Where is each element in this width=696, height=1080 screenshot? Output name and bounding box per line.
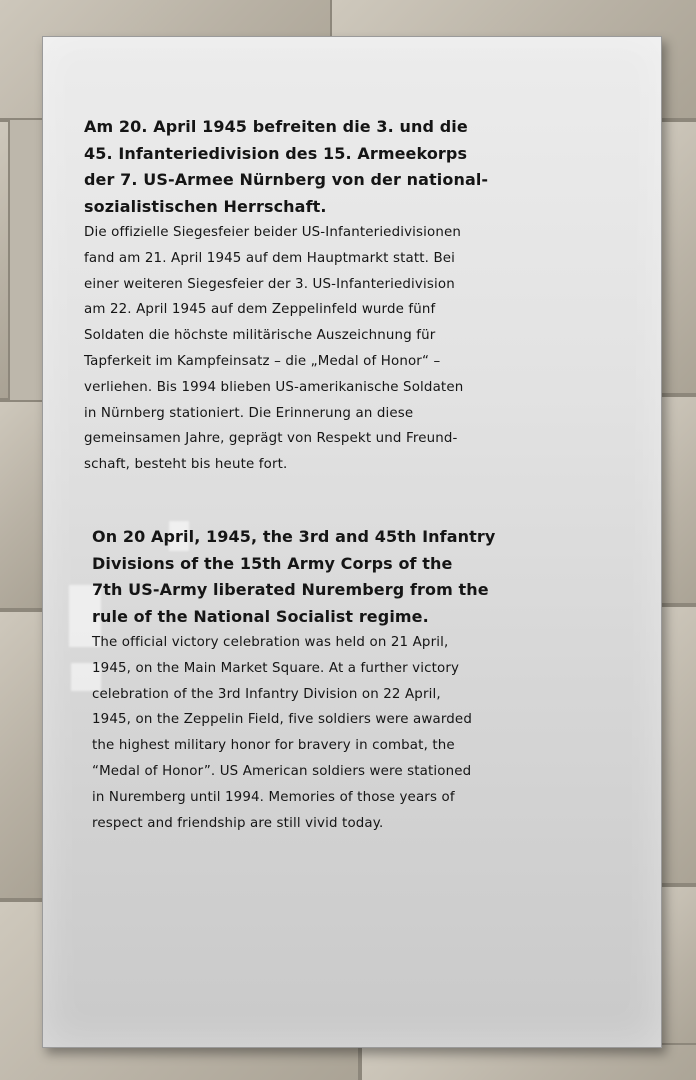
german-body xyxy=(84,220,540,478)
english-body xyxy=(92,630,552,836)
wall-stone xyxy=(0,120,10,400)
german-text-section xyxy=(84,114,540,478)
german-heading xyxy=(84,114,540,220)
german-body-line: Soldaten die höchste militärische Auszeichnung für xyxy=(84,328,436,344)
english-body-line: 1945, on the Zeppelin Field, five soldiers were awarded xyxy=(92,712,472,728)
english-body-line: the highest military honor for bravery in combat, the xyxy=(92,738,455,754)
german-body-line: Tapferkeit im Kampfeinsatz – die „Medal of Honor“ – xyxy=(84,353,441,369)
english-heading-line: rule of the National Socialist regime. xyxy=(92,606,429,626)
german-heading-line: 45. Infanteriedivision des 15. Armeekorps xyxy=(84,143,468,163)
english-body-line: 1945, on the Main Market Square. At a further victory xyxy=(92,660,460,676)
english-body-line: respect and friendship are still vivid today. xyxy=(92,815,384,831)
german-body-line: Die offizielle Siegesfeier beider US-Infanteriedivisionen xyxy=(84,225,462,240)
german-body-line: einer weiteren Siegesfeier der 3. US-Infanteriedivision xyxy=(84,276,455,292)
english-body-line: celebration of the 3rd Infantry Division on 22 April, xyxy=(92,686,441,702)
german-heading-line: sozialistischen Herrschaft. xyxy=(84,196,327,216)
german-body-line: in Nürnberg stationiert. Die Erinnerung an diese xyxy=(84,405,414,421)
english-heading xyxy=(92,524,552,630)
english-body-line: The official victory celebration was held on 21 April, xyxy=(92,635,449,650)
german-body-line: gemeinsamen Jahre, geprägt von Respekt und Freund- xyxy=(84,431,458,447)
english-body-line: in Nuremberg until 1994. Memories of those years of xyxy=(92,789,455,805)
english-heading-line: On 20 April, 1945, the 3rd and 45th Infantry xyxy=(92,527,496,546)
german-body-line: am 22. April 1945 auf dem Zeppelinfeld wurde fünf xyxy=(84,302,436,318)
german-heading-line: der 7. US-Armee Nürnberg von der national- xyxy=(84,170,489,189)
german-body-line: verliehen. Bis 1994 blieben US-amerikanische Soldaten xyxy=(84,379,464,395)
german-body-line: schaft, besteht bis heute fort. xyxy=(84,457,288,473)
english-heading-line: 7th US-Army liberated Nuremberg from the xyxy=(92,580,489,599)
german-body-line: fand am 21. April 1945 auf dem Hauptmarkt statt. Bei xyxy=(84,250,456,266)
german-heading-line: Am 20. April 1945 befreiten die 3. und die xyxy=(84,117,468,136)
english-heading-line: Divisions of the 15th Army Corps of the xyxy=(92,553,453,573)
english-body-line: “Medal of Honor”. US American soldiers were stationed xyxy=(92,763,472,779)
english-text-section xyxy=(92,524,552,836)
